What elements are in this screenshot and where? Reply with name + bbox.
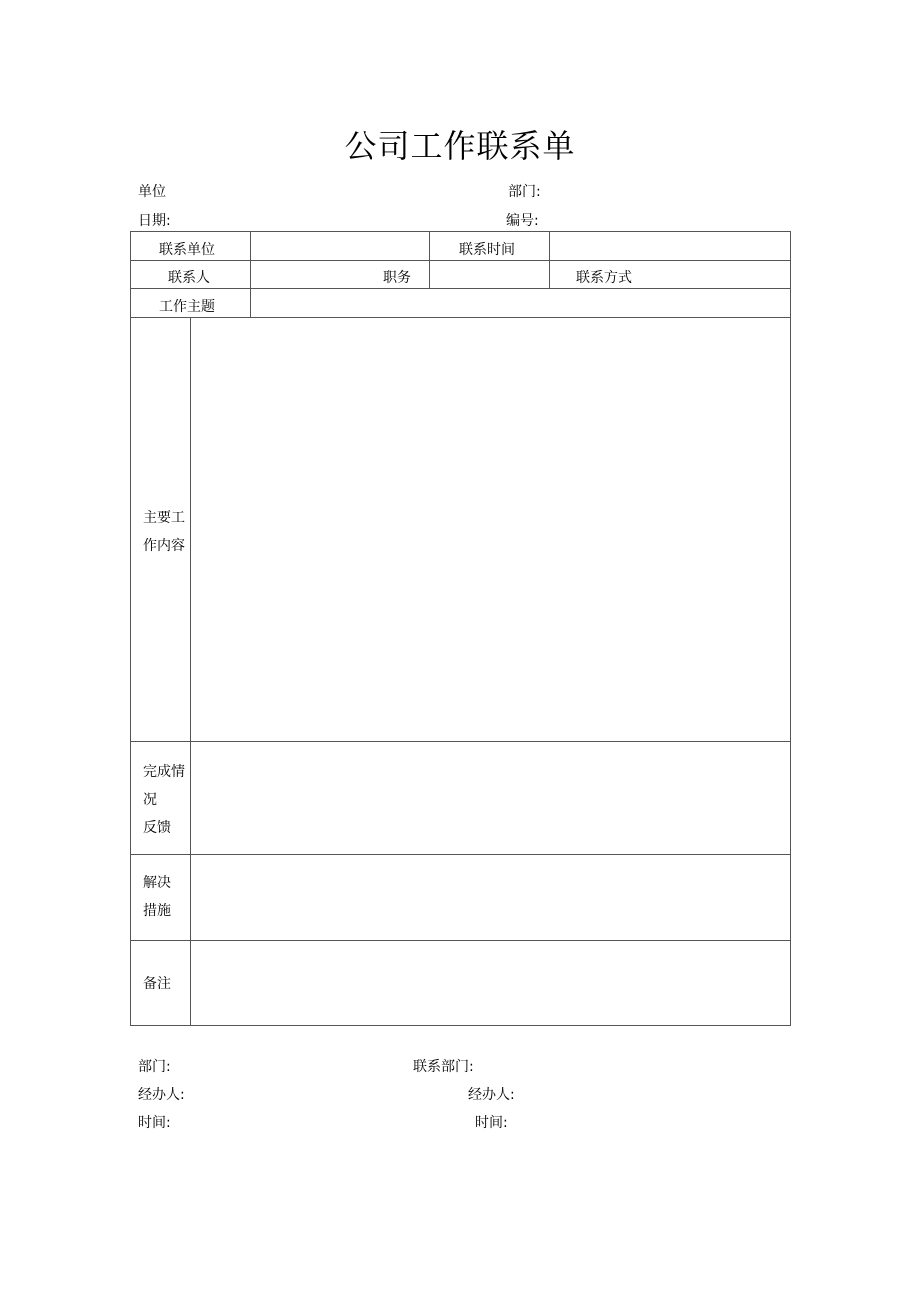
contact-unit-label: 联系单位	[159, 242, 215, 258]
table-col-divider	[429, 231, 430, 288]
contact-time-label: 联系时间	[459, 242, 515, 258]
table-row-divider	[130, 741, 790, 742]
date-label: 日期:	[138, 213, 171, 229]
number-label: 编号:	[506, 213, 539, 229]
completion-feedback-line: 反馈	[143, 820, 171, 836]
completion-feedback-label	[143, 758, 191, 842]
document-title: 公司工作联系单	[344, 127, 576, 165]
footer-department-label: 部门:	[138, 1059, 171, 1075]
solutions-line: 措施	[143, 903, 171, 919]
table-border-bottom	[130, 1025, 791, 1026]
contact-person-label: 联系人	[168, 270, 210, 286]
table-col-divider	[549, 231, 550, 288]
main-content-line: 主要工	[143, 510, 185, 526]
table-row-divider	[130, 317, 790, 318]
table-border-right	[790, 231, 791, 1026]
work-topic-label: 工作主题	[159, 299, 215, 315]
solutions-line: 解决	[143, 875, 171, 891]
table-row-divider	[130, 940, 790, 941]
solutions-label	[143, 869, 191, 925]
position-label: 职务	[383, 270, 411, 286]
main-content-line: 作内容	[143, 538, 185, 554]
footer-handler-label-left: 经办人:	[138, 1087, 185, 1103]
unit-label: 单位	[138, 184, 166, 200]
table-border-top	[130, 231, 790, 232]
table-row-divider	[130, 260, 790, 261]
completion-feedback-line: 完成情	[143, 764, 185, 780]
department-label: 部门:	[508, 184, 541, 200]
main-content-label	[143, 504, 191, 560]
footer-contact-department-label: 联系部门:	[413, 1059, 474, 1075]
table-border-left	[130, 231, 131, 1026]
footer-time-label-right: 时间:	[475, 1115, 508, 1131]
table-row-divider	[130, 854, 790, 855]
table-col-divider	[250, 231, 251, 317]
contact-method-label: 联系方式	[576, 270, 632, 286]
footer-handler-label-right: 经办人:	[468, 1087, 515, 1103]
completion-feedback-line: 况	[143, 792, 157, 808]
table-row-divider	[130, 288, 790, 289]
remarks-label: 备注	[143, 976, 171, 992]
footer-time-label-left: 时间:	[138, 1115, 171, 1131]
